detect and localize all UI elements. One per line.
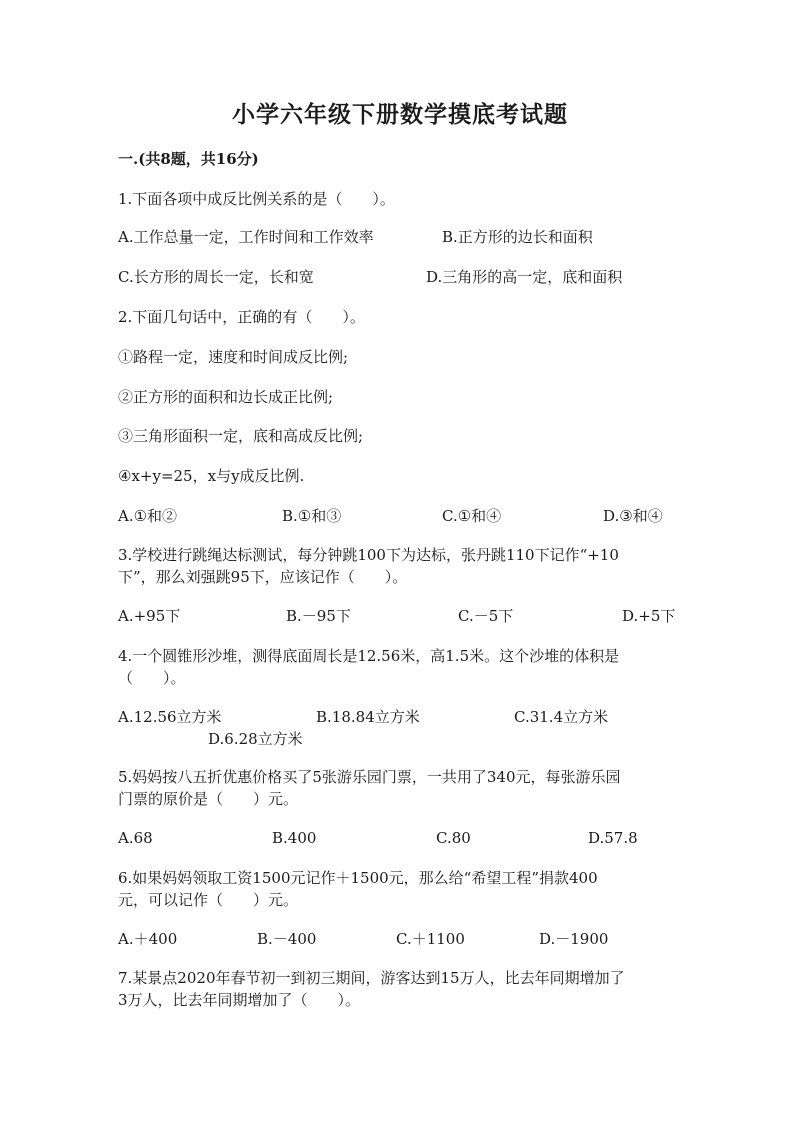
q5-option-c: C.80 <box>436 829 471 847</box>
question-7-stem-line-2: 3万人，比去年同期增加了（ ）。 <box>118 991 361 1009</box>
question-4-stem-line-2: （ ）。 <box>118 669 186 687</box>
q6-option-b: B.－400 <box>257 930 317 948</box>
q6-option-c: C.＋1100 <box>396 930 465 948</box>
question-5-stem-line-1: 5.妈妈按八五折优惠价格买了5张游乐园门票，一共用了340元，每张游乐园 <box>118 768 621 786</box>
page-title: 小学六年级下册数学摸底考试题 <box>232 101 568 128</box>
q1-option-a: A.工作总量一定，工作时间和工作效率 <box>118 228 374 246</box>
q4-option-a: A.12.56立方米 <box>118 708 222 726</box>
question-4-stem-line-1: 4.一个圆锥形沙堆，测得底面周长是12.56米，高1.5米。这个沙堆的体积是 <box>118 647 620 665</box>
q4-option-c: C.31.4立方米 <box>514 708 609 726</box>
q3-option-d: D.+5下 <box>622 607 676 625</box>
question-7-stem-line-1: 7.某景点2020年春节初一到初三期间，游客达到15万人，比去年同期增加了 <box>118 969 625 987</box>
q2-option-c: C.①和④ <box>442 507 502 525</box>
q4-option-d: D.6.28立方米 <box>208 730 303 748</box>
q4-option-b: B.18.84立方米 <box>316 708 420 726</box>
q5-option-a: A.68 <box>118 829 153 847</box>
q2-option-d: D.③和④ <box>603 507 663 525</box>
q2-statement-2: ②正方形的面积和边长成正比例; <box>118 388 334 406</box>
q2-statement-4: ④x+y=25，x与y成反比例. <box>118 467 305 485</box>
q3-option-a: A.+95下 <box>118 607 181 625</box>
q1-option-c: C.长方形的周长一定，长和宽 <box>118 268 314 286</box>
question-6-stem-line-1: 6.如果妈妈领取工资1500元记作＋1500元，那么给“希望工程”捐款400 <box>118 869 598 887</box>
question-3-stem-line-1: 3.学校进行跳绳达标测试，每分钟跳100下为达标，张丹跳110下记作“+10 <box>118 546 619 564</box>
question-5-stem-line-2: 门票的原价是（ ）元。 <box>118 790 299 808</box>
question-6-stem-line-2: 元，可以记作（ ）元。 <box>118 891 299 909</box>
q5-option-b: B.400 <box>272 829 317 847</box>
q6-option-d: D.－1900 <box>539 930 609 948</box>
q3-option-c: C.－5下 <box>458 607 514 625</box>
question-1-stem: 1.下面各项中成反比例关系的是（ ）。 <box>118 190 395 208</box>
q1-option-d: D.三角形的高一定，底和面积 <box>426 268 623 286</box>
q3-option-b: B.－95下 <box>286 607 351 625</box>
q2-option-a: A.①和② <box>118 507 178 525</box>
q2-statement-3: ③三角形面积一定，底和高成反比例; <box>118 427 364 445</box>
q2-statement-1: ①路程一定，速度和时间成反比例; <box>118 348 349 366</box>
section-heading: 一.(共8题，共16分) <box>118 150 259 168</box>
q1-option-b: B.正方形的边长和面积 <box>442 228 593 246</box>
question-3-stem-line-2: 下”，那么刘强跳95下，应该记作（ ）。 <box>118 568 408 586</box>
q2-option-b: B.①和③ <box>282 507 342 525</box>
question-2-stem: 2.下面几句话中，正确的有（ ）。 <box>118 308 365 326</box>
q6-option-a: A.＋400 <box>118 930 178 948</box>
q5-option-d: D.57.8 <box>588 829 638 847</box>
